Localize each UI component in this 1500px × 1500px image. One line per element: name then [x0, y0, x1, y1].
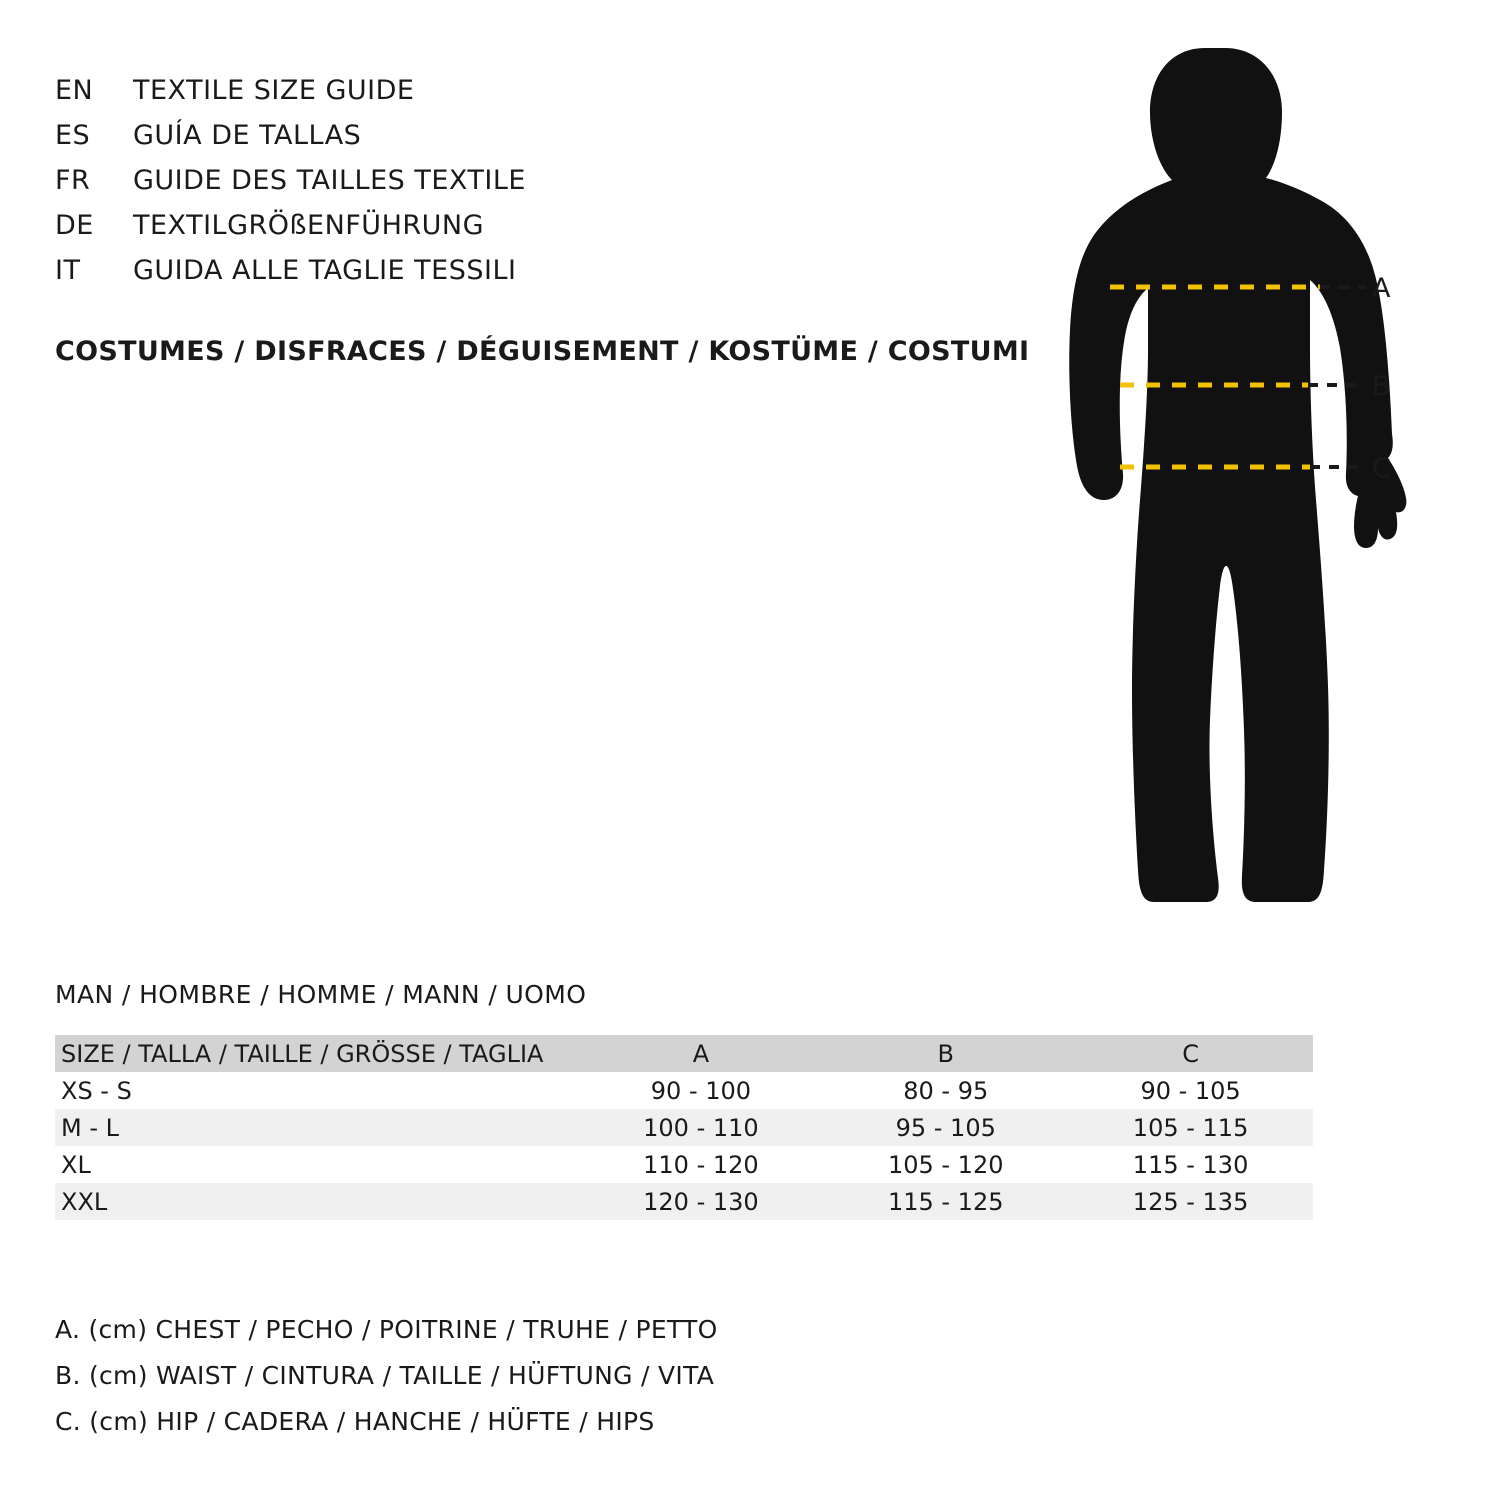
cell-a: 110 - 120 — [643, 1150, 759, 1179]
table-row — [55, 1146, 1313, 1183]
legend-line-a: A. (cm) CHEST / PECHO / POITRINE / TRUHE / PETTO — [55, 1315, 718, 1344]
table-section-title: MAN / HOMBRE / HOMME / MANN / UOMO — [55, 980, 587, 1009]
measurement-legend — [55, 1315, 718, 1453]
table-row — [55, 1109, 1313, 1146]
column-header-a: A — [692, 1039, 710, 1068]
cell-c: 115 - 130 — [1132, 1150, 1249, 1179]
legend-line-b: B. (cm) WAIST / CINTURA / TAILLE / HÜFTUNG / VITA — [55, 1361, 715, 1390]
language-row-de — [55, 210, 1005, 255]
language-text-fr: GUIDE DES TAILLES TEXTILE — [133, 165, 526, 196]
cell-c: 105 - 115 — [1132, 1113, 1249, 1142]
cell-size: XS - S — [61, 1076, 132, 1105]
cell-a: 100 - 110 — [643, 1113, 759, 1142]
language-row-en — [55, 75, 1005, 120]
language-text-it: GUIDA ALLE TAGLIE TESSILI — [133, 255, 517, 286]
column-header-size: SIZE / TALLA / TAILLE / GRÖSSE / TAGLIA — [61, 1039, 544, 1068]
costumes-subtitle: COSTUMES / DISFRACES / DÉGUISEMENT / KOSTÜME / COSTUMI — [55, 336, 1030, 367]
silhouette-shape — [1069, 48, 1406, 902]
cell-b: 80 - 95 — [903, 1076, 989, 1105]
table-row — [55, 1072, 1313, 1109]
column-header-c: C — [1182, 1039, 1199, 1068]
language-code-es: ES — [55, 120, 91, 151]
cell-b: 115 - 125 — [887, 1187, 1004, 1216]
language-text-en: TEXTILE SIZE GUIDE — [133, 75, 415, 106]
language-text-de: TEXTILGRÖßENFÜHRUNG — [133, 210, 485, 241]
legend-line-c: C. (cm) HIP / CADERA / HANCHE / HÜFTE / HIPS — [55, 1407, 655, 1436]
table-header-row — [55, 1035, 1313, 1072]
measurement-label-c: C — [1372, 453, 1391, 484]
language-code-de: DE — [55, 210, 94, 241]
cell-c: 125 - 135 — [1132, 1187, 1249, 1216]
cell-size: XXL — [61, 1187, 108, 1216]
measurement-label-a: A — [1372, 273, 1391, 304]
cell-c: 90 - 105 — [1140, 1076, 1241, 1105]
cell-size: M - L — [61, 1113, 119, 1142]
language-code-it: IT — [55, 255, 81, 286]
language-code-en: EN — [55, 75, 94, 106]
cell-a: 90 - 100 — [650, 1076, 752, 1105]
language-row-es — [55, 120, 1005, 165]
cell-b: 105 - 120 — [887, 1150, 1004, 1179]
body-silhouette-figure — [1020, 30, 1440, 930]
language-code-fr: FR — [55, 165, 91, 196]
language-list — [55, 75, 1005, 300]
cell-a: 120 - 130 — [643, 1187, 759, 1216]
cell-size: XL — [61, 1150, 91, 1179]
column-header-b: B — [937, 1039, 954, 1068]
cell-b: 95 - 105 — [895, 1113, 996, 1142]
language-text-es: GUÍA DE TALLAS — [133, 120, 362, 151]
language-row-it — [55, 255, 1005, 300]
table-row — [55, 1183, 1313, 1220]
size-table — [55, 1035, 1313, 1220]
measurement-label-b: B — [1372, 371, 1391, 402]
language-row-fr — [55, 165, 1005, 210]
